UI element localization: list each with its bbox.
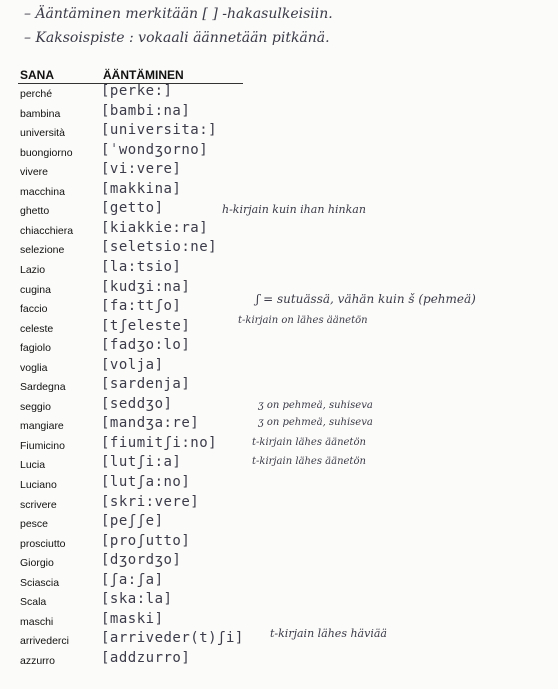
pronunciation-cell: [arriveder(t)ʃi]	[101, 630, 244, 647]
word-cell: selezione	[20, 244, 65, 257]
word-cell: buongiorno	[20, 146, 73, 159]
word-cell: azzurro	[20, 654, 56, 667]
word-cell: seggio	[20, 400, 51, 413]
pronunciation-cell: [ʃa:ʃa]	[101, 571, 164, 588]
pronunciation-cell: [seletsio:ne]	[101, 239, 218, 256]
word-cell: Luciano	[20, 479, 57, 491]
pronunciation-cell: [maski]	[101, 610, 164, 627]
word-cell: bambina	[20, 107, 61, 120]
word-cell: Fiumicino	[20, 439, 65, 452]
word-cell: Giorgio	[20, 557, 54, 570]
side-note-seggio: ʒ on pehmeä, suhiseva	[258, 400, 373, 411]
table-row	[0, 102, 558, 128]
pronunciation-cell: [la:tsio]	[101, 258, 182, 275]
side-note-arrivederci: t-kirjain lähes häviää	[270, 627, 387, 640]
pronunciation-cell: [sardenja]	[101, 376, 191, 393]
table-row	[0, 141, 558, 167]
side-note-lucia: t-kirjain lähes äänetön	[252, 456, 366, 467]
pronunciation-cell: [bambi:na]	[101, 102, 191, 119]
table-row	[0, 493, 558, 519]
word-cell: faccio	[20, 303, 48, 316]
pronunciation-cell: [volja]	[101, 356, 164, 373]
pronunciation-cell: [seddʒo]	[101, 395, 173, 412]
word-cell: Lazio	[20, 263, 46, 276]
pronunciation-cell: [makkina]	[101, 180, 182, 197]
word-cell: macchina	[20, 185, 65, 198]
word-cell: perché	[20, 88, 53, 100]
pronunciation-cell: [kiakkie:ra]	[101, 219, 209, 236]
table-row	[0, 356, 558, 382]
word-cell: vivere	[20, 166, 49, 179]
word-cell: pesce	[20, 518, 49, 531]
pronunciation-cell: [mandʒa:re]	[101, 415, 200, 432]
table-row	[0, 83, 558, 108]
pronunciation-cell: [tʃeleste]	[101, 317, 191, 334]
pronunciation-cell: [fiumitʃi:no]	[101, 434, 218, 451]
word-cell: ghetto	[20, 205, 50, 218]
note-colon-convention: – Kaksoispiste : vokaali äännetään pitkänä.	[24, 30, 330, 46]
table-row	[0, 376, 558, 401]
word-cell: arrivederci	[20, 635, 70, 648]
table-row	[0, 552, 558, 577]
pronunciation-cell: [fadʒo:lo]	[101, 337, 191, 354]
word-cell: cugina	[20, 283, 51, 296]
pronunciation-cell: [kudʒi:na]	[101, 278, 191, 295]
side-note-faccio-2: t-kirjain on lähes äänetön	[238, 315, 368, 326]
word-cell: celeste	[20, 322, 54, 335]
pronunciation-cell: [universita:]	[101, 122, 218, 139]
word-cell: Sardegna	[20, 381, 66, 394]
table-row	[0, 571, 558, 597]
table-row	[0, 474, 558, 499]
table-row	[0, 337, 558, 362]
pronunciation-cell: [getto]	[101, 200, 164, 217]
pronunciation-cell: [skri:vere]	[101, 493, 200, 510]
pronunciation-cell: [fa:ttʃo]	[101, 298, 182, 315]
table-row	[0, 239, 558, 264]
word-cell: prosciutto	[20, 537, 66, 550]
pronunciation-cell: [proʃutto]	[101, 532, 191, 549]
table-row	[0, 513, 558, 538]
word-cell: maschi	[20, 615, 54, 628]
pronunciation-cell: [lutʃi:a]	[101, 454, 182, 471]
table-row	[0, 532, 558, 558]
column-header-pronunciation: ÄÄNTÄMINEN	[103, 68, 184, 82]
side-note-ghetto: h-kirjain kuin ihan hinkan	[222, 203, 366, 216]
pronunciation-cell: [ska:la]	[101, 591, 173, 608]
word-cell: Scala	[20, 596, 47, 609]
side-note-mangiare: ʒ on pehmeä, suhiseva	[258, 417, 373, 428]
pronunciation-cell: [ˈwondʒorno]	[101, 141, 209, 158]
word-cell: voglia	[20, 361, 48, 374]
word-cell: università	[20, 127, 65, 140]
table-row	[0, 591, 558, 616]
note-bracket-convention: – Ääntäminen merkitään [ ] -hakasulkeisiin.	[24, 6, 333, 22]
side-note-fiumicino: t-kirjain lähes äänetön	[252, 437, 366, 448]
table-row	[0, 161, 558, 186]
word-cell: scrivere	[20, 498, 57, 511]
word-cell: Lucia	[20, 459, 46, 472]
word-cell: mangiare	[20, 420, 64, 433]
column-header-word: SANA	[20, 68, 55, 82]
word-cell: fagiolo	[20, 342, 51, 355]
table-row	[0, 258, 558, 284]
pronunciation-cell: [addzurro]	[101, 649, 191, 666]
word-cell: Sciascia	[20, 576, 60, 589]
table-row	[0, 649, 558, 675]
pronunciation-cell: [vi:vere]	[101, 161, 182, 178]
pronunciation-cell: [lutʃa:no]	[101, 474, 191, 490]
pronunciation-cell: [perke:]	[101, 83, 173, 99]
table-row	[0, 219, 558, 245]
pronunciation-cell: [dʒordʒo]	[101, 552, 182, 569]
word-cell: chiacchiera	[20, 224, 74, 237]
pronunciation-cell: [peʃʃe]	[101, 513, 164, 530]
table-row	[0, 122, 558, 147]
side-note-faccio-1: ʃ = sutuässä, vähän kuin š (pehmeä)	[256, 292, 476, 306]
